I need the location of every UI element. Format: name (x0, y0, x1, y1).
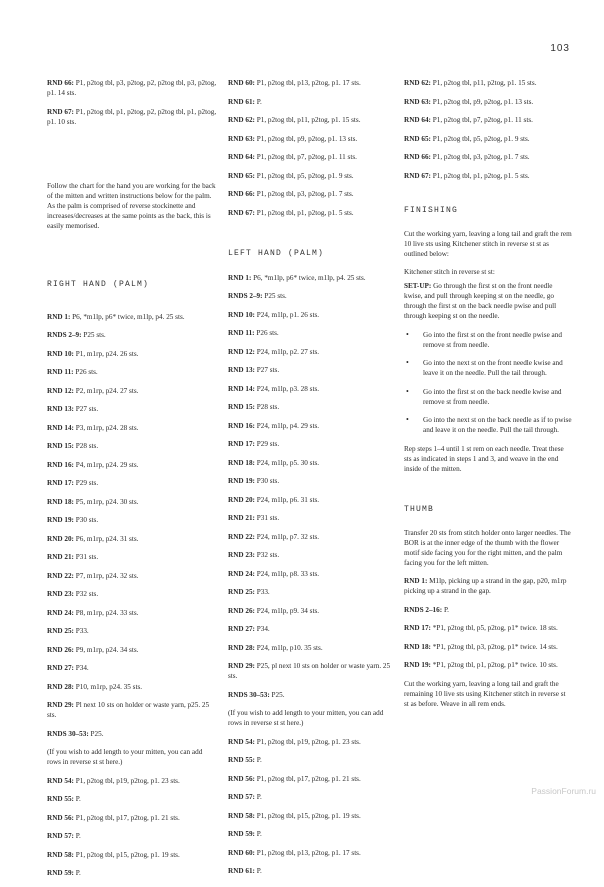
row-text: *P1, p2tog tbl, p1, p2tog, p1* twice. 10 sts. (430, 661, 558, 669)
row-label: RND 13: (47, 405, 74, 413)
row-label: RND 27: (47, 664, 74, 672)
pattern-row (228, 384, 395, 394)
row-label: RND 20: (47, 534, 74, 543)
row-text: P. (73, 832, 81, 840)
row-text: P30 sts. (254, 477, 280, 485)
row-text: P34. (73, 664, 89, 672)
row-text: P. (73, 795, 81, 803)
row-text: P8, m1rp, p24. 33 sts. (73, 608, 139, 617)
pattern-row (404, 134, 572, 144)
row-label: RND 23: (47, 590, 74, 598)
pattern-row (47, 312, 217, 322)
pattern-row (228, 365, 395, 375)
pattern-row (47, 813, 217, 823)
row-text: P24, m1lp, p4. 29 sts. (254, 421, 320, 430)
col1-top-rows (47, 78, 217, 127)
row-text: P1, p2tog tbl, p1, p2tog, p1. 5 sts. (254, 208, 354, 217)
row-text: P24, m1lp, p10. 35 sts. (254, 643, 323, 652)
row-label: RND 24: (47, 608, 74, 617)
row-text: P. (73, 869, 81, 877)
pattern-row (228, 690, 395, 700)
row-label: RND 26: (228, 606, 255, 615)
column-2 (228, 78, 395, 885)
pattern-row (228, 273, 395, 283)
row-text: P4, m1rp, p24. 29 sts. (73, 460, 139, 469)
row-text: P28 sts. (254, 403, 280, 411)
pattern-row (404, 115, 572, 125)
column-3 (404, 78, 572, 717)
row-text: P1, p2tog tbl, p15, p2tog, p1. 19 sts. (254, 811, 361, 820)
pattern-row (228, 792, 395, 802)
pattern-row (47, 107, 217, 127)
row-label: RND 16: (228, 421, 255, 430)
kitchener-title: Kitchener stitch in reverse st st: (404, 268, 495, 276)
row-label: RND 21: (228, 514, 255, 522)
row-label: RND 57: (228, 793, 255, 801)
pattern-row (228, 134, 395, 144)
row-label: RND 29: (228, 662, 255, 670)
row-text: P29 sts. (254, 440, 280, 448)
pattern-row (47, 729, 217, 739)
right-hand-heading: RIGHT HAND (PALM) (47, 279, 150, 289)
row-text: P1, p2tog tbl, p15, p2tog, p1. 19 sts. (73, 850, 180, 859)
row-label: RND 17: (404, 624, 431, 632)
row-text: P1, p2tog tbl, p9, p2tog, p1. 13 sts. (430, 97, 534, 106)
pattern-row (404, 660, 572, 670)
pattern-row (228, 661, 395, 681)
row-text: P1, p2tog tbl, p5, p2tog, p1. 9 sts. (254, 171, 354, 180)
row-label: RND 58: (228, 811, 255, 820)
pattern-row (228, 624, 395, 634)
row-text: P1, p2tog tbl, p17, p2tog, p1. 21 sts. (254, 774, 361, 783)
pattern-row (404, 623, 572, 633)
row-text: P10, m1rp, p24. 35 sts. (73, 682, 143, 691)
row-label: RND 54: (47, 776, 74, 785)
pattern-row (47, 868, 217, 878)
kitchener-step-4: • Go into the next st on the back needle as if to pwise and leave it on the needle. Pull the tail through. (404, 415, 572, 435)
intro-paragraph: Follow the chart for the hand you are working for the back of the mitten and written instructions below for the palm. As the palm is comprised of reverse stockinette and increases/decreases at the same points as the back, this is easily memorised. (47, 181, 216, 230)
row-text: M1lp, picking up a strand in the gap, p20, m1rp picking up a strand in the gap. (404, 577, 567, 595)
row-label: RND 26: (47, 645, 74, 654)
row-text: P1, p2tog tbl, p17, p2tog, p1. 21 sts. (73, 813, 180, 822)
row-label: RND 25: (228, 588, 255, 596)
row-label: RND 11: (47, 368, 74, 376)
row-label: RNDS 2–9: (228, 292, 263, 300)
pattern-row (47, 441, 217, 451)
row-text: P25. (269, 690, 285, 699)
row-text: P25 sts. (262, 292, 287, 300)
row-label: RND 15: (47, 442, 74, 450)
row-label: RND 57: (47, 832, 74, 840)
pattern-row (404, 576, 572, 596)
thumb-heading: THUMB (404, 504, 435, 514)
pattern-row (228, 439, 395, 449)
pattern-row (228, 291, 395, 301)
row-text: P. (254, 867, 262, 875)
pattern-row (47, 831, 217, 841)
pattern-row (228, 189, 395, 199)
kitchener-step-2: • Go into the next st on the front needle kwise and leave it on the needle. Pull the tail through. (404, 358, 572, 378)
pattern-row (404, 605, 572, 615)
row-label: RND 63: (404, 97, 431, 106)
repeat-paragraph: Rep steps 1–4 until 1 st rem on each needle. Treat these sts as indicated in steps 1 and 3, and weave in the end inside of the mitten. (404, 444, 564, 473)
row-label: RND 22: (228, 532, 255, 541)
row-label: RND 10: (228, 310, 255, 319)
row-label: RND 18: (47, 497, 74, 506)
row-label: RND 14: (47, 423, 74, 432)
row-text: P25. (88, 729, 104, 738)
row-label: RND 64: (404, 116, 431, 124)
row-text: P24, m1lp, p1. 26 sts. (254, 310, 320, 319)
row-label: RND 56: (47, 813, 74, 822)
row-text: P1, p2tog tbl, p3, p2tog, p2, p2tog tbl, p3, p2tog, p1. 14 sts. (47, 79, 217, 97)
pattern-row (228, 402, 395, 412)
pattern-row (228, 458, 395, 468)
row-label: RND 19: (228, 477, 255, 485)
setup-paragraph (404, 281, 572, 321)
row-label: RND 12: (47, 386, 74, 395)
row-label: RND 54: (228, 737, 255, 746)
row-text: P1, p2tog tbl, p9, p2tog, p1. 13 sts. (254, 134, 358, 143)
row-text: P1, p2tog tbl, p3, p2tog, p1. 7 sts. (430, 153, 530, 161)
pattern-row (228, 328, 395, 338)
row-text: P1, p2tog tbl, p19, p2tog, p1. 23 sts. (73, 776, 180, 785)
row-text: P32 sts. (73, 590, 99, 598)
thumb-rows (404, 576, 572, 670)
row-text: P1, m1rp, p24. 26 sts. (73, 349, 139, 358)
right-hand-rows (47, 312, 217, 879)
pattern-row (228, 606, 395, 616)
kitchener-steps (404, 330, 572, 436)
row-text: *P1, p2tog tbl, p5, p2tog, p1* twice. 18 sts. (430, 624, 558, 632)
row-text: P1, p2tog tbl, p5, p2tog, p1. 9 sts. (430, 134, 530, 143)
pattern-row (228, 848, 395, 858)
row-label: RND 11: (228, 329, 255, 337)
row-text: P24, m1lp, p6. 31 sts. (254, 495, 320, 504)
pattern-row (47, 552, 217, 562)
pattern-row (228, 476, 395, 486)
row-label: RND 61: (228, 97, 255, 106)
pattern-row (228, 208, 395, 218)
thumb-intro: Transfer 20 sts from stitch holder onto larger needles. The BOR is at the inner edge of the thumb with the flower motif side facing you for the right mitten, and the palm facing you for the left mitten. (404, 528, 571, 567)
row-text: P3, m1rp, p24. 28 sts. (73, 423, 139, 432)
pattern-row (47, 367, 217, 377)
row-label: RND 63: (228, 134, 255, 143)
row-label: RND 17: (228, 440, 255, 448)
row-label: RND 58: (47, 850, 74, 859)
row-label: RND 21: (47, 553, 74, 561)
row-text: P. (254, 793, 262, 801)
pattern-row (47, 794, 217, 804)
row-text: P7, m1rp, p24. 32 sts. (73, 571, 139, 580)
pattern-row (228, 811, 395, 821)
pattern-row (47, 423, 217, 433)
row-text: P5, m1rp, p24. 30 sts. (73, 497, 139, 506)
row-label: RND 62: (228, 116, 255, 124)
row-text: P33. (73, 627, 89, 635)
pattern-row (404, 152, 572, 162)
pattern-row (47, 478, 217, 488)
page-number: 103 (550, 43, 570, 54)
pattern-row (228, 708, 395, 728)
row-label: RND 19: (47, 516, 74, 524)
row-label: RND 29: (47, 701, 74, 709)
pattern-row (228, 97, 395, 107)
row-text: P. (442, 605, 449, 614)
row-text: P31 sts. (254, 514, 280, 522)
row-label: RND 13: (228, 366, 255, 374)
pattern-row (404, 642, 572, 652)
column-1 (47, 78, 217, 887)
row-label: RND 59: (47, 869, 74, 877)
pattern-row (228, 587, 395, 597)
row-label: RND 15: (228, 403, 255, 411)
row-label: RND 16: (47, 460, 74, 469)
row-label: RND 28: (47, 682, 74, 691)
pattern-row (47, 663, 217, 673)
pattern-row (47, 349, 217, 359)
pattern-row (47, 515, 217, 525)
row-label: RND 67: (228, 208, 255, 217)
row-label: RND 60: (228, 79, 255, 87)
pattern-row (228, 532, 395, 542)
pattern-row (47, 682, 217, 692)
row-text: P1, p2tog tbl, p13, p2tog, p1. 17 sts. (254, 79, 361, 87)
watermark: PassionForum.ru (531, 786, 596, 796)
pattern-row (47, 460, 217, 470)
row-label: RND 66: (47, 79, 74, 87)
row-text: (If you wish to add length to your mitten, you can add rows in reverse st st here.) (47, 748, 203, 766)
row-label: RND 12: (228, 347, 255, 356)
pattern-row (47, 497, 217, 507)
pattern-row (47, 747, 217, 767)
pattern-row (228, 755, 395, 765)
pattern-row (47, 626, 217, 636)
row-label: RND 56: (228, 774, 255, 783)
row-label: RNDS 30–53: (228, 690, 270, 699)
row-text: P24, m1lp, p8. 33 sts. (254, 569, 320, 578)
row-text: P24, m1lp, p3. 28 sts. (254, 384, 320, 393)
row-label: RND 28: (228, 643, 255, 652)
row-text: P1, p2tog tbl, p13, p2tog, p1. 17 sts. (254, 848, 361, 857)
row-text: P. (254, 830, 262, 838)
pattern-row (228, 171, 395, 181)
pattern-row (404, 97, 572, 107)
row-text: P24, m1lp, p9. 34 sts. (254, 606, 320, 615)
pattern-row (228, 421, 395, 431)
row-label: RND 65: (404, 134, 431, 143)
row-label: RND 14: (228, 384, 255, 393)
row-text: *P1, p2tog tbl, p3, p2tog, p1* twice. 14 sts. (430, 642, 558, 651)
pattern-row (404, 78, 572, 88)
pattern-row (47, 850, 217, 860)
col3-top-rows (404, 78, 572, 181)
row-label: RND 10: (47, 349, 74, 358)
row-label: RND 67: (404, 171, 431, 180)
row-label: RND 67: (47, 107, 74, 116)
pattern-row (228, 347, 395, 357)
row-text: P1, p2tog tbl, p7, p2tog, p1. 11 sts. (430, 116, 533, 124)
row-label: RND 61: (228, 867, 255, 875)
row-label: RND 66: (404, 153, 431, 161)
row-text: P1, p2tog tbl, p19, p2tog, p1. 23 sts. (254, 737, 361, 746)
row-text: P29 sts. (73, 479, 99, 487)
row-text: P1, p2tog tbl, p1, p2tog, p1. 5 sts. (430, 171, 530, 180)
left-hand-heading: LEFT HAND (PALM) (228, 248, 325, 258)
row-text: P24, m1lp, p2. 27 sts. (254, 347, 320, 356)
row-label: RND 1: (47, 312, 71, 321)
row-label: RND 60: (228, 848, 255, 857)
row-text: P1, p2tog tbl, p3, p2tog, p1. 7 sts. (254, 190, 354, 198)
row-text: P1, p2tog tbl, p11, p2tog, p1. 15 sts. (430, 79, 537, 87)
pattern-row (228, 774, 395, 784)
row-label: RND 23: (228, 551, 255, 559)
row-label: RND 55: (47, 795, 74, 803)
row-label: RND 20: (228, 495, 255, 504)
pattern-row (47, 608, 217, 618)
pattern-row (228, 866, 395, 876)
pattern-row (47, 645, 217, 655)
pattern-row (47, 589, 217, 599)
row-text: Pl next 10 sts on holder or waste yarn, p25. 25 sts. (47, 701, 210, 719)
row-text: P26 sts. (73, 368, 98, 376)
setup-label: SET-UP: (404, 282, 432, 290)
row-text: P25, pl next 10 sts on holder or waste yarn. 25 sts. (228, 662, 391, 680)
finishing-heading: FINISHING (404, 205, 459, 215)
row-text: P30 sts. (73, 516, 99, 524)
pattern-row (228, 513, 395, 523)
row-text: P33. (254, 588, 270, 596)
left-hand-rows (228, 273, 395, 877)
row-text: P26 sts. (254, 329, 279, 337)
row-label: RND 55: (228, 756, 255, 764)
row-label: RND 19: (404, 661, 431, 669)
row-text: P. (254, 97, 262, 106)
pattern-row (228, 550, 395, 560)
row-label: RND 27: (228, 625, 255, 633)
row-text: P34. (254, 625, 270, 633)
row-label: RND 24: (228, 569, 255, 578)
row-label: RND 17: (47, 479, 74, 487)
row-label: RND 59: (228, 830, 255, 838)
row-label: RND 62: (404, 79, 431, 87)
row-label: RND 64: (228, 153, 255, 161)
thumb-final: Cut the working yarn, leaving a long tail and graft the remaining 10 live sts using Kitchener stitch in reverse st st as before. Weave in all rem ends. (404, 679, 566, 708)
row-text: P1, p2tog tbl, p11, p2tog, p1. 15 sts. (254, 116, 361, 124)
pattern-row (47, 776, 217, 786)
pattern-row (228, 78, 395, 88)
row-text: P. (254, 756, 262, 764)
pattern-row (47, 404, 217, 414)
pattern-row (47, 534, 217, 544)
pattern-row (47, 571, 217, 581)
pattern-row (228, 495, 395, 505)
row-text: P27 sts. (73, 405, 99, 413)
row-label: RND 18: (228, 458, 255, 467)
col2-top-rows (228, 78, 395, 218)
pattern-row (228, 643, 395, 653)
row-label: RND 66: (228, 190, 255, 198)
row-text: P9, m1rp, p24. 34 sts. (73, 645, 139, 654)
row-label: RNDS 2–16: (404, 605, 443, 614)
row-text: P25 sts. (81, 331, 106, 339)
row-text: P6, *m1lp, p6* twice, m1lp, p4. 25 sts. (70, 312, 185, 321)
row-label: RND 18: (404, 642, 431, 651)
row-text: P32 sts. (254, 551, 280, 559)
pattern-row (404, 171, 572, 181)
kitchener-step-1: • Go into the first st on the front needle pwise and remove st from needle. (404, 330, 572, 350)
row-label: RND 65: (228, 171, 255, 180)
pattern-row (47, 78, 217, 98)
finishing-intro: Cut the working yarn, leaving a long tail and graft the rem 10 live sts using Kitchener stitch in reverse st st as outlined below: (404, 229, 572, 258)
setup-text: Go through the first st on the front needle kwise, and pull through keeping st on the needle, go through the first st on the back needle pwise and pull through keeping st on the needle. (404, 282, 557, 320)
row-text: P2, m1rp, p24. 27 sts. (73, 386, 139, 395)
row-text: (If you wish to add length to your mitten, you can add rows in reverse st st here.) (228, 709, 384, 727)
row-text: P24, m1lp, p7. 32 sts. (254, 532, 320, 541)
pattern-row (228, 115, 395, 125)
row-text: P1, p2tog tbl, p7, p2tog, p1. 11 sts. (254, 153, 357, 161)
row-label: RND 25: (47, 627, 74, 635)
kitchener-step-3: • Go into the first st on the back needle kwise and remove st from needle. (404, 387, 572, 407)
row-label: RND 1: (404, 577, 428, 585)
row-text: P6, *m1lp, p6* twice, m1lp, p4. 25 sts. (251, 273, 366, 282)
row-text: P6, m1rp, p24. 31 sts. (73, 534, 139, 543)
pattern-row (228, 310, 395, 320)
pattern-row (228, 829, 395, 839)
row-label: RNDS 30–53: (47, 729, 89, 738)
row-text: P24, m1lp, p5. 30 sts. (254, 458, 320, 467)
row-text: P31 sts. (73, 553, 99, 561)
pattern-row (47, 386, 217, 396)
pattern-row (47, 330, 217, 340)
pattern-row (47, 700, 217, 720)
pattern-row (228, 737, 395, 747)
pattern-row (228, 569, 395, 579)
row-label: RND 1: (228, 273, 252, 282)
row-text: P1, p2tog tbl, p1, p2tog, p2, p2tog tbl, p1, p2tog, p1. 10 sts. (47, 107, 217, 126)
pattern-row (228, 152, 395, 162)
row-text: P28 sts. (73, 442, 99, 450)
row-label: RND 22: (47, 571, 74, 580)
row-label: RNDS 2–9: (47, 331, 82, 339)
row-text: P27 sts. (254, 366, 280, 374)
